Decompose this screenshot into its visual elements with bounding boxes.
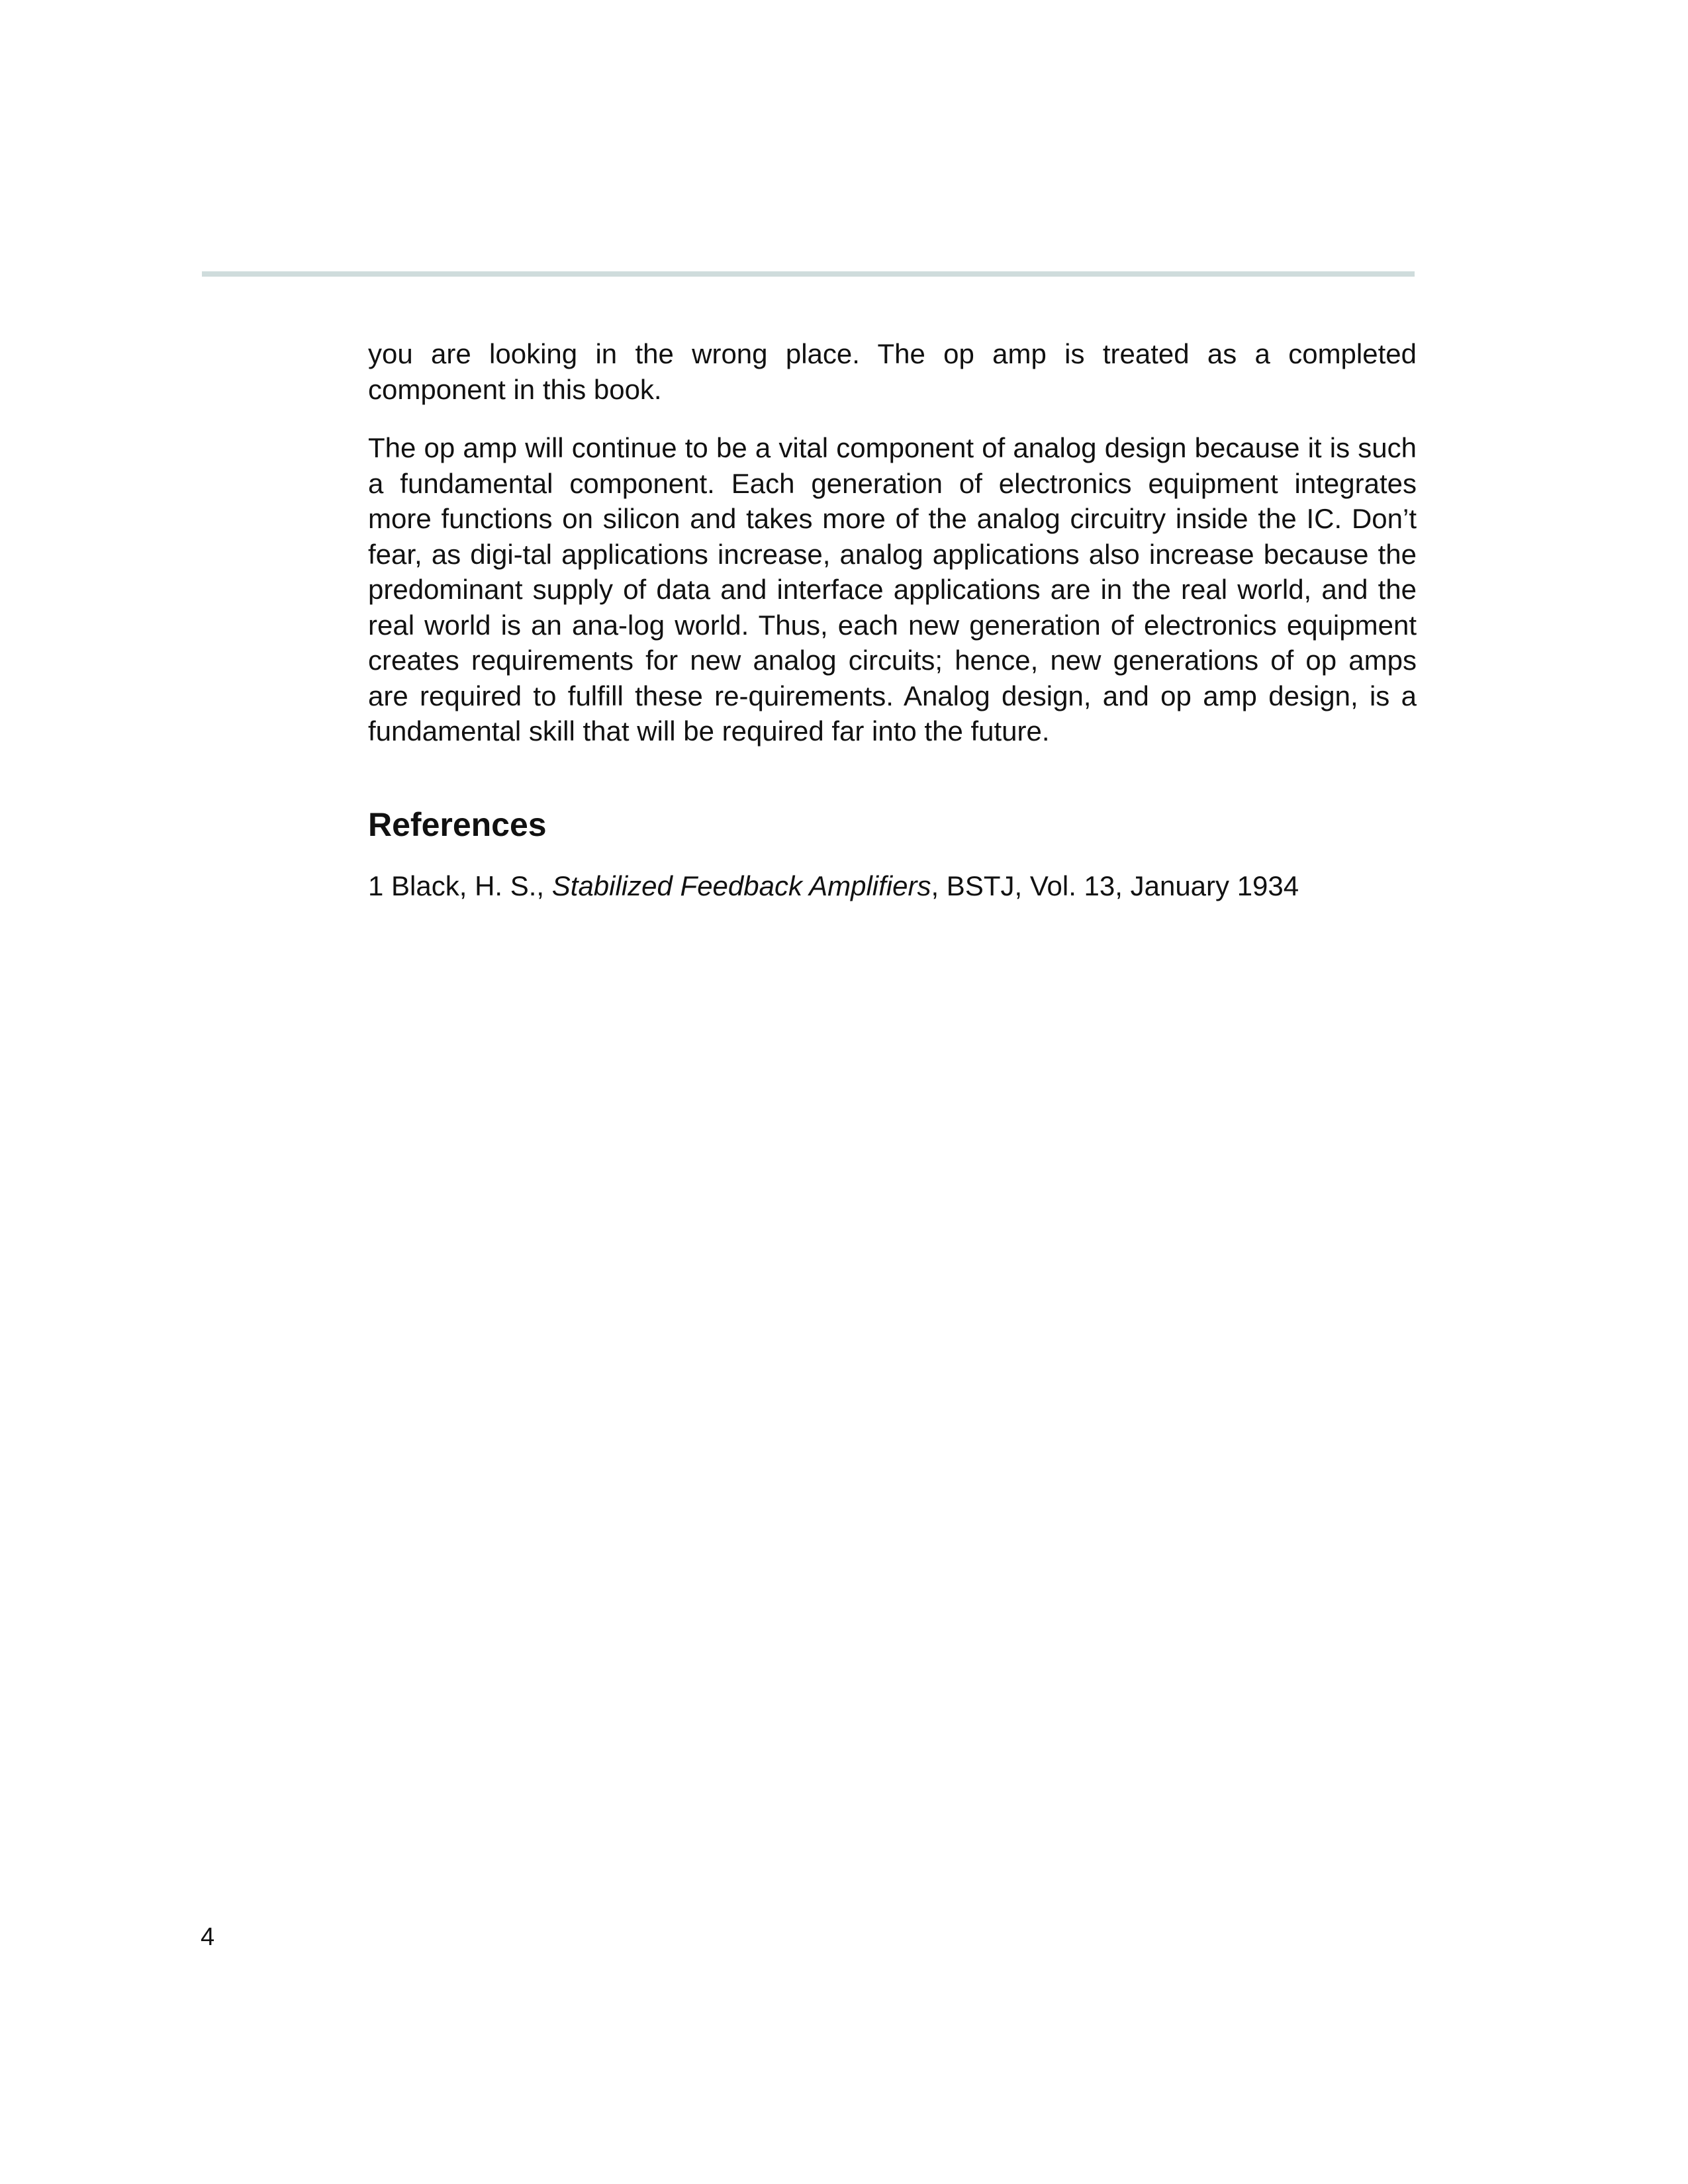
reference-title: Stabilized Feedback Amplifiers: [551, 870, 931, 901]
reference-details: , BSTJ, Vol. 13, January 1934: [931, 870, 1299, 901]
paragraph-continuation: you are looking in the wrong place. The op amp is treated as a completed component in this book.: [368, 338, 1417, 405]
reference-number: 1: [368, 870, 384, 901]
references-heading: References: [368, 805, 547, 843]
page-content: [368, 336, 1417, 903]
reference-item: [368, 868, 1417, 904]
page-number: 4: [201, 1923, 215, 1951]
reference-author: Black, H. S.,: [391, 870, 545, 901]
paragraph-op-amp-future: The op amp will continue to be a vital component of analog design because it is such a fundamental component. Each generation of electronics equipment integrates more functions on silicon and takes more of the analog circuitry inside the IC. Don’t fear, as digi-tal applications increase, analog applications also increase because the predominant supply of data and interface applications are in the real world, and the real world is an ana-log world. Thus, each new generation of electronics equipment creates requirements for new analog circuits; hence, new generations of op amps are required to fulfill these re-quirements. Analog design, and op amp design, is a fundamental skill that will be required far into the future.: [368, 432, 1417, 747]
header-rule: [202, 271, 1415, 277]
